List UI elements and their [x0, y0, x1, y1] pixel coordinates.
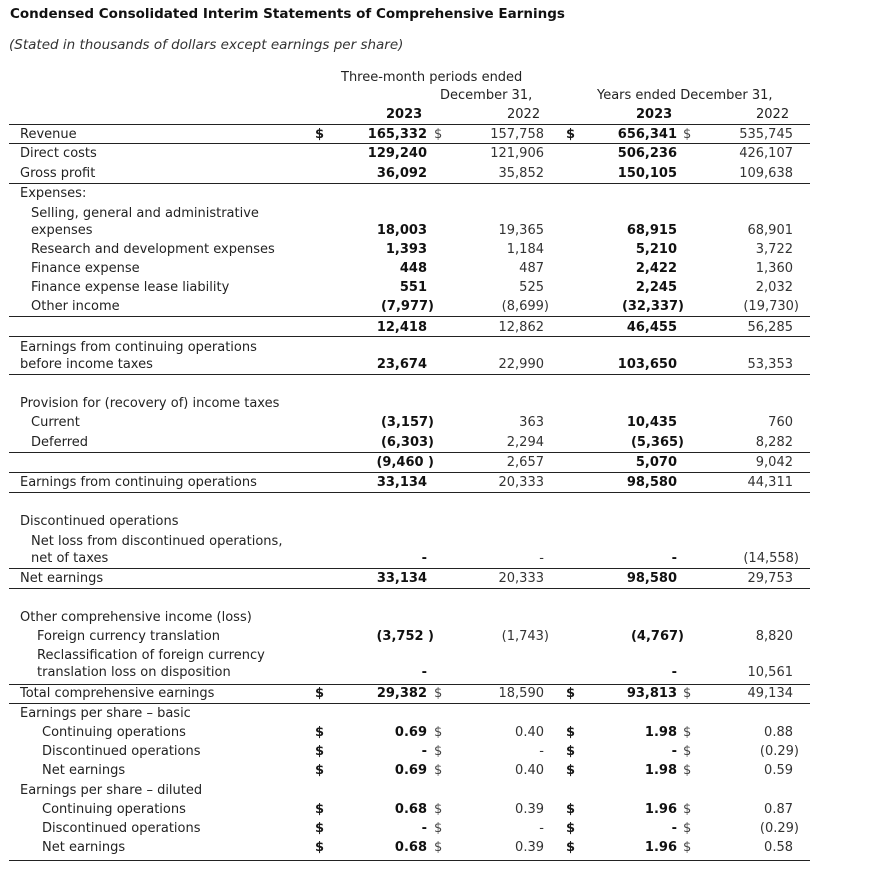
table-row	[0, 261, 872, 280]
cell-col2: 487	[519, 261, 544, 276]
table-row	[0, 166, 872, 185]
row-label: Net loss from discontinued operations,	[31, 534, 283, 549]
cell-col4: 535,745	[739, 127, 793, 142]
table-row	[0, 475, 872, 494]
cell-col2: 0.40	[515, 763, 544, 778]
table-row	[0, 551, 872, 570]
currency-symbol: $	[434, 686, 443, 701]
row-label: Discontinued operations	[42, 821, 201, 836]
table-row	[0, 610, 872, 629]
row-label: Other income	[31, 299, 120, 314]
table-row	[0, 357, 872, 376]
row-label: net of taxes	[31, 551, 109, 566]
table-row	[0, 665, 872, 684]
currency-symbol: $	[683, 802, 692, 817]
cell-col2: 1,184	[506, 242, 544, 257]
row-label: Direct costs	[20, 146, 97, 161]
cell-col4: 29,753	[747, 571, 793, 586]
cell-col2: 363	[519, 415, 544, 430]
table-row	[0, 146, 872, 165]
row-label: Continuing operations	[42, 802, 186, 817]
currency-symbol: $	[315, 763, 325, 778]
cell-col3: 68,915	[626, 223, 677, 238]
cell-col1: (3,752 )	[376, 629, 434, 644]
cell-col4: 0.59	[764, 763, 793, 778]
cell-col4: (0.29)	[759, 821, 799, 836]
cell-col4: 3,722	[755, 242, 793, 257]
currency-symbol: $	[434, 725, 443, 740]
cell-col1: 448	[399, 261, 427, 276]
cell-col4: 426,107	[739, 146, 793, 161]
cell-col2: (1,743)	[501, 629, 549, 644]
cell-col2: 2,294	[506, 435, 544, 450]
cell-col3: -	[671, 665, 677, 680]
currency-symbol: $	[315, 840, 325, 855]
cell-col1: 12,418	[376, 320, 427, 335]
table-row	[0, 455, 872, 474]
row-label: Discontinued operations	[42, 744, 201, 759]
cell-col1: 29,382	[376, 686, 427, 701]
currency-symbol: $	[566, 802, 576, 817]
cell-col4: 56,285	[747, 320, 793, 335]
row-label: Net earnings	[42, 840, 126, 855]
rule-line	[9, 860, 810, 861]
cell-col1: 36,092	[376, 166, 427, 181]
cell-col3: 1.96	[644, 802, 677, 817]
cell-col3: 5,210	[635, 242, 677, 257]
currency-symbol: $	[434, 840, 443, 855]
cell-col3: 656,341	[617, 127, 677, 142]
currency-symbol: $	[566, 127, 576, 142]
currency-symbol: $	[566, 744, 576, 759]
row-label: Total comprehensive earnings	[20, 686, 215, 701]
cell-col2: (8,699)	[501, 299, 549, 314]
cell-col3: 1.98	[644, 725, 677, 740]
row-label: Gross profit	[20, 166, 96, 181]
cell-col1: (9,460 )	[376, 455, 434, 470]
table-row	[0, 629, 872, 648]
cell-col1: (6,303)	[380, 435, 434, 450]
cell-col2: 121,906	[490, 146, 544, 161]
cell-col1: 18,003	[376, 223, 427, 238]
currency-symbol: $	[434, 802, 443, 817]
cell-col4: 8,282	[755, 435, 793, 450]
currency-symbol: $	[315, 127, 325, 142]
cell-col1: 551	[399, 280, 427, 295]
cell-col3: 103,650	[617, 357, 677, 372]
cell-col2: 525	[519, 280, 544, 295]
cell-col4: 8,820	[755, 629, 793, 644]
cell-col2: -	[539, 551, 544, 566]
currency-symbol: $	[434, 744, 443, 759]
header-three-month-line2: December 31,	[440, 88, 533, 103]
cell-col4: 68,901	[747, 223, 793, 238]
cell-col3: 150,105	[617, 166, 677, 181]
cell-col1: 33,134	[376, 571, 427, 586]
cell-col1: 33,134	[376, 475, 427, 490]
cell-col4: 1,360	[755, 261, 793, 276]
header-col2-year: 2022	[507, 107, 541, 122]
cell-col1: 165,332	[367, 127, 427, 142]
row-label: Net earnings	[20, 571, 104, 586]
cell-col2: 0.39	[515, 802, 544, 817]
table-row	[0, 725, 872, 744]
cell-col3: 93,813	[626, 686, 677, 701]
table-row	[0, 396, 872, 415]
cell-col2: 0.40	[515, 725, 544, 740]
row-label: Revenue	[20, 127, 77, 142]
currency-symbol: $	[683, 763, 692, 778]
cell-col1: 1,393	[385, 242, 427, 257]
table-row	[0, 186, 872, 205]
cell-col1: 0.68	[394, 840, 427, 855]
cell-col3: 2,422	[635, 261, 677, 276]
currency-symbol: $	[683, 744, 692, 759]
currency-symbol: $	[434, 127, 443, 142]
row-label: Earnings per share – basic	[20, 706, 191, 721]
table-row	[0, 706, 872, 725]
currency-symbol: $	[566, 725, 576, 740]
row-label: Finance expense lease liability	[31, 280, 230, 295]
cell-col2: -	[539, 821, 544, 836]
row-label: Provision for (recovery of) income taxes	[20, 396, 280, 411]
cell-col1: 23,674	[376, 357, 427, 372]
cell-col1: -	[421, 821, 427, 836]
currency-symbol: $	[315, 744, 325, 759]
cell-col2: 19,365	[498, 223, 544, 238]
row-label: Expenses:	[20, 186, 87, 201]
cell-col3: 506,236	[617, 146, 677, 161]
cell-col1: 0.69	[394, 725, 427, 740]
cell-col3: 46,455	[626, 320, 677, 335]
row-label: Net earnings	[42, 763, 126, 778]
currency-symbol: $	[434, 763, 443, 778]
currency-symbol: $	[315, 725, 325, 740]
cell-col2: 35,852	[498, 166, 544, 181]
row-label: Current	[31, 415, 80, 430]
cell-col4: 2,032	[755, 280, 793, 295]
row-label: Deferred	[31, 435, 89, 450]
cell-col4: 0.88	[764, 725, 793, 740]
table-row	[0, 299, 872, 318]
cell-col1: -	[421, 744, 427, 759]
cell-col3: 2,245	[635, 280, 677, 295]
currency-symbol: $	[315, 821, 325, 836]
row-label: expenses	[31, 223, 93, 238]
cell-col4: 10,561	[747, 665, 793, 680]
table-row	[0, 280, 872, 299]
cell-col3: 98,580	[626, 571, 677, 586]
cell-col1: -	[421, 665, 427, 680]
row-label: Reclassification of foreign currency	[37, 648, 265, 663]
table-row	[0, 223, 872, 242]
cell-col4: 9,042	[755, 455, 793, 470]
currency-symbol: $	[566, 821, 576, 836]
header-three-month-line1: Three-month periods ended	[341, 70, 523, 85]
currency-symbol: $	[566, 763, 576, 778]
row-label: Other comprehensive income (loss)	[20, 610, 252, 625]
row-label: Discontinued operations	[20, 514, 179, 529]
cell-col3: -	[671, 821, 677, 836]
cell-col3: 1.98	[644, 763, 677, 778]
cell-col4: (19,730)	[743, 299, 799, 314]
cell-col3: -	[671, 744, 677, 759]
cell-col2: 20,333	[498, 475, 544, 490]
table-row	[0, 571, 872, 590]
header-col3-year: 2023	[636, 107, 673, 122]
cell-col3: (5,365)	[630, 435, 684, 450]
table-row	[0, 686, 872, 705]
cell-col4: (14,558)	[743, 551, 799, 566]
cell-col3: (4,767)	[630, 629, 684, 644]
cell-col4: 44,311	[747, 475, 793, 490]
cell-col1: -	[421, 551, 427, 566]
currency-symbol: $	[566, 686, 576, 701]
cell-col2: 22,990	[498, 357, 544, 372]
header-col1-year: 2023	[386, 107, 423, 122]
statement-title: Condensed Consolidated Interim Statements of Comprehensive Earnings	[10, 6, 565, 22]
cell-col2: 20,333	[498, 571, 544, 586]
currency-symbol: $	[683, 127, 692, 142]
cell-col2: 12,862	[498, 320, 544, 335]
currency-symbol: $	[434, 821, 443, 836]
cell-col4: 109,638	[739, 166, 793, 181]
cell-col4: 0.87	[764, 802, 793, 817]
cell-col4: 53,353	[747, 357, 793, 372]
rule-line	[9, 124, 810, 125]
currency-symbol: $	[315, 686, 325, 701]
row-label: translation loss on disposition	[37, 665, 231, 680]
table-row	[0, 840, 872, 859]
cell-col3: 1.96	[644, 840, 677, 855]
cell-col4: 760	[768, 415, 793, 430]
row-label: Earnings from continuing operations	[20, 475, 257, 490]
table-row	[0, 415, 872, 434]
cell-col4: 49,134	[747, 686, 793, 701]
cell-col4: 0.58	[764, 840, 793, 855]
rule-line	[9, 684, 810, 685]
table-row	[0, 320, 872, 339]
table-row	[0, 783, 872, 802]
currency-symbol: $	[566, 840, 576, 855]
row-label: Finance expense	[31, 261, 140, 276]
currency-symbol: $	[315, 802, 325, 817]
cell-col2: 157,758	[490, 127, 544, 142]
row-label: before income taxes	[20, 357, 153, 372]
cell-col3: 10,435	[626, 415, 677, 430]
row-label: Research and development expenses	[31, 242, 275, 257]
cell-col1: (3,157)	[380, 415, 434, 430]
cell-col3: 98,580	[626, 475, 677, 490]
cell-col2: 2,657	[506, 455, 544, 470]
currency-symbol: $	[683, 725, 692, 740]
currency-symbol: $	[683, 840, 692, 855]
row-label: Selling, general and administrative	[31, 206, 259, 221]
currency-symbol: $	[683, 686, 692, 701]
cell-col2: -	[539, 744, 544, 759]
table-row	[0, 802, 872, 821]
cell-col3: 5,070	[635, 455, 677, 470]
row-label: Continuing operations	[42, 725, 186, 740]
cell-col2: 18,590	[498, 686, 544, 701]
table-row	[0, 127, 872, 146]
cell-col2: 0.39	[515, 840, 544, 855]
cell-col1: 129,240	[367, 146, 427, 161]
row-label: Foreign currency translation	[37, 629, 220, 644]
table-row	[0, 763, 872, 782]
header-col4-year: 2022	[756, 107, 790, 122]
header-years-ended: Years ended December 31,	[597, 88, 773, 103]
cell-col1: (7,977)	[380, 299, 434, 314]
cell-col4: (0.29)	[759, 744, 799, 759]
table-row	[0, 242, 872, 261]
statement-subtitle: (Stated in thousands of dollars except earnings per share)	[9, 37, 404, 53]
cell-col1: 0.69	[394, 763, 427, 778]
row-label: Earnings per share – diluted	[20, 783, 203, 798]
currency-symbol: $	[683, 821, 692, 836]
cell-col3: (32,337)	[621, 299, 684, 314]
table-row	[0, 821, 872, 840]
table-row	[0, 744, 872, 763]
table-row	[0, 514, 872, 533]
cell-col1: 0.68	[394, 802, 427, 817]
row-label: Earnings from continuing operations	[20, 340, 257, 355]
table-row	[0, 435, 872, 454]
cell-col3: -	[671, 551, 677, 566]
